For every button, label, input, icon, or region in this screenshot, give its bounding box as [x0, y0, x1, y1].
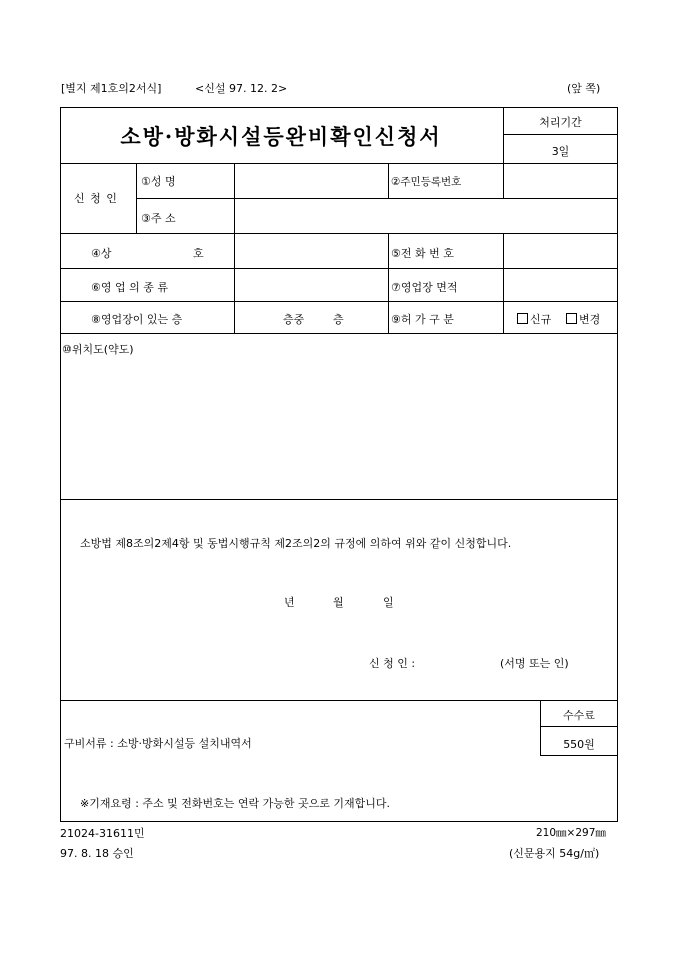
processing-period-label: 처리기간 [539, 116, 582, 129]
declaration-statement: 소방법 제8조의2제4항 및 동법시행규칙 제2조의2의 규정에 의하여 위와 같이 신청합니다. [80, 537, 512, 550]
trade-name-label-2: 호 [193, 247, 204, 260]
created-note: <신설 97. 12. 2> [195, 82, 288, 95]
permit-new-option[interactable] [517, 311, 551, 327]
filling-note: ※기재요령 : 주소 및 전화번호는 연락 가능한 곳으로 기재합니다. [80, 797, 391, 810]
page-side: (앞 쪽) [567, 82, 601, 95]
form-title: 소방·방화시설등완비확인신청서 [120, 124, 442, 149]
trade-name-label: ④상 [91, 247, 112, 260]
name-label: ①성 명 [141, 175, 176, 188]
applicant-sign-label: 신 청 인 : [369, 657, 416, 670]
fee-value: 550원 [563, 738, 595, 751]
processing-period-value: 3일 [551, 145, 570, 158]
checkbox-icon[interactable] [517, 313, 528, 324]
paper-size: 210㎜×297㎜ [536, 827, 606, 839]
business-type-field[interactable] [236, 270, 386, 299]
address-label: ③주 소 [141, 212, 176, 225]
business-type-label: ⑥영 업 의 종 류 [91, 281, 168, 294]
paper-type: (신문용지 54g/㎡) [509, 847, 600, 860]
permit-change-label: 변경 [579, 313, 601, 326]
phone-field[interactable] [505, 235, 615, 266]
approval-date: 97. 8. 18 승인 [60, 847, 134, 860]
form-code: 21024-31611민 [60, 827, 145, 840]
location-map-area[interactable] [62, 358, 616, 497]
name-field[interactable] [236, 165, 386, 196]
address-field[interactable] [236, 200, 615, 231]
date-year-label: 년 [284, 596, 295, 609]
area-field[interactable] [505, 270, 615, 299]
required-documents: 구비서류 : 소방·방화시설등 설치내역서 [64, 737, 252, 750]
permit-type-label: ⑨허 가 구 분 [391, 313, 454, 326]
date-month-label: 월 [333, 596, 344, 609]
area-label: ⑦영업장 면적 [391, 281, 458, 294]
location-map-label: ⑩위치도(약도) [62, 343, 134, 356]
checkbox-icon[interactable] [566, 313, 577, 324]
rrn-field[interactable] [505, 165, 615, 196]
floor-value-b: 층 [333, 313, 344, 326]
rrn-label: ②주민등록번호 [391, 176, 462, 188]
permit-change-option[interactable] [566, 311, 600, 327]
floor-label: ⑧영업장이 있는 층 [91, 313, 183, 326]
permit-new-label: 신규 [530, 313, 552, 326]
signature-note: (서명 또는 인) [500, 657, 569, 670]
fee-label: 수수료 [563, 709, 595, 722]
form-id: [별지 제1호의2서식] [61, 82, 162, 95]
date-day-label: 일 [383, 596, 394, 609]
applicant-group-label: 신 청 인 [74, 192, 118, 205]
phone-label: ⑤전 화 번 호 [391, 247, 454, 260]
floor-value-a: 층중 [283, 313, 305, 326]
trade-name-field[interactable] [236, 235, 386, 266]
